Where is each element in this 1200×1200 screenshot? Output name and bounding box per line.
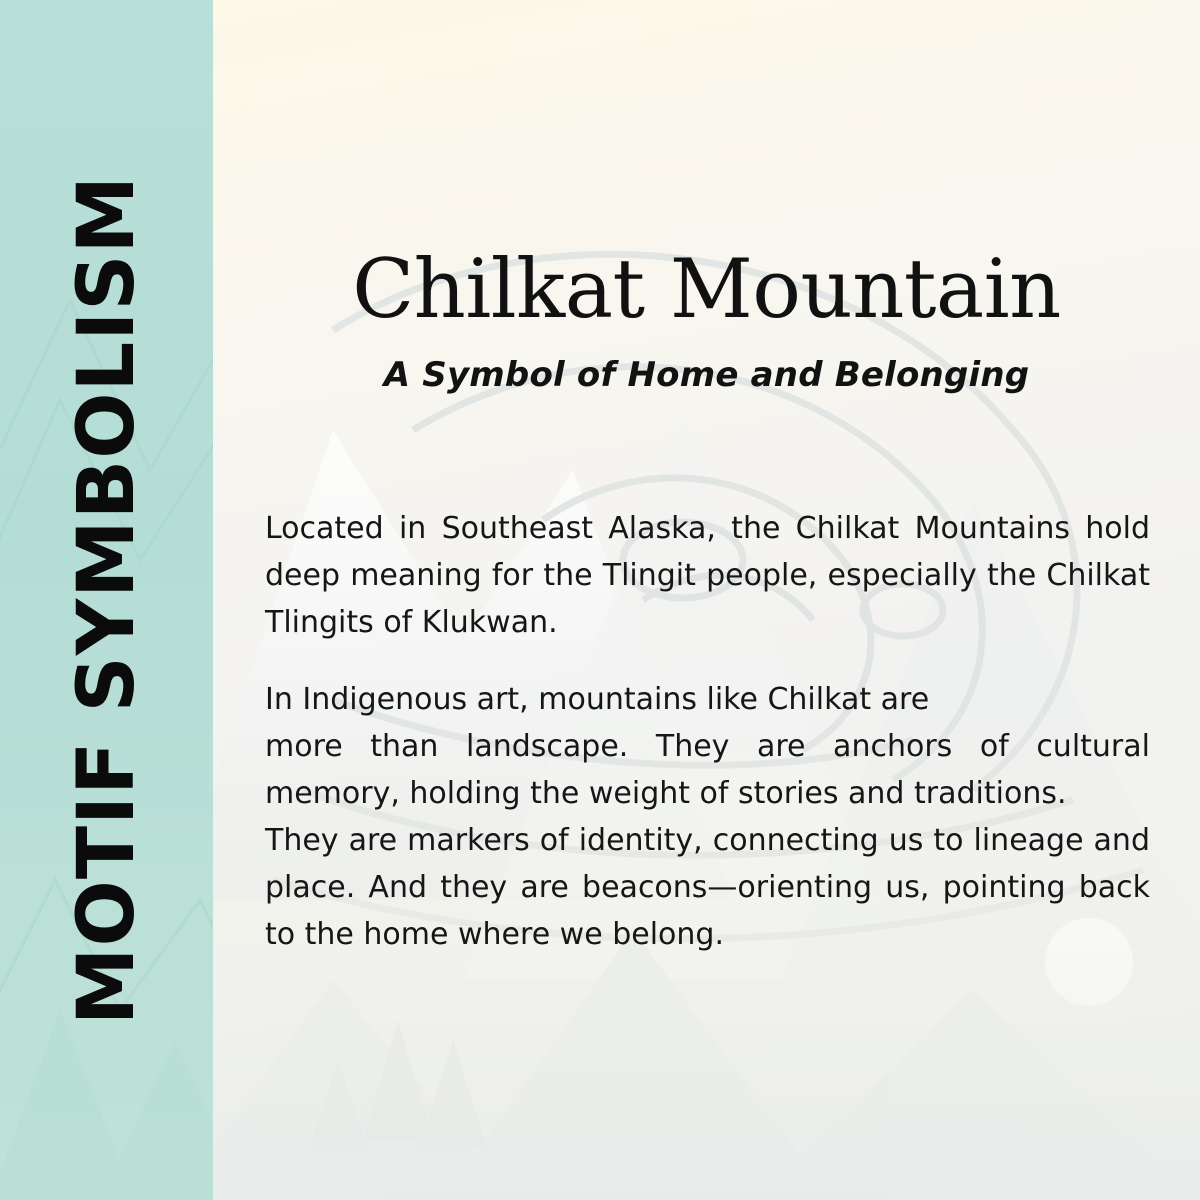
sidebar-title: MOTIF SYMBOLISM xyxy=(61,174,152,1026)
page-subtitle: A Symbol of Home and Belonging xyxy=(383,355,1030,395)
paragraph-1: Located in Southeast Alaska, the Chilkat Mountains hold deep meaning for the Tlingit people, especially the Chilkat Tlingits of Klukwan. xyxy=(265,511,1150,640)
sidebar-band xyxy=(0,0,213,1200)
paragraph-2: In Indigenous art, mountains like Chilkat are xyxy=(265,682,930,717)
paragraph-3: more than landscape. They are anchors of cultural memory, holding the weight of stories and traditions. xyxy=(265,729,1150,811)
text-content xyxy=(213,0,1200,1200)
paragraph-4: They are markers of identity, connecting us to lineage and place. And they are beacons—orienting us, pointing back to the home where we belong. xyxy=(265,823,1150,952)
body-copy xyxy=(265,505,1150,958)
paragraph-spacer xyxy=(265,646,1150,676)
page-title: Chilkat Mountain xyxy=(352,243,1061,337)
